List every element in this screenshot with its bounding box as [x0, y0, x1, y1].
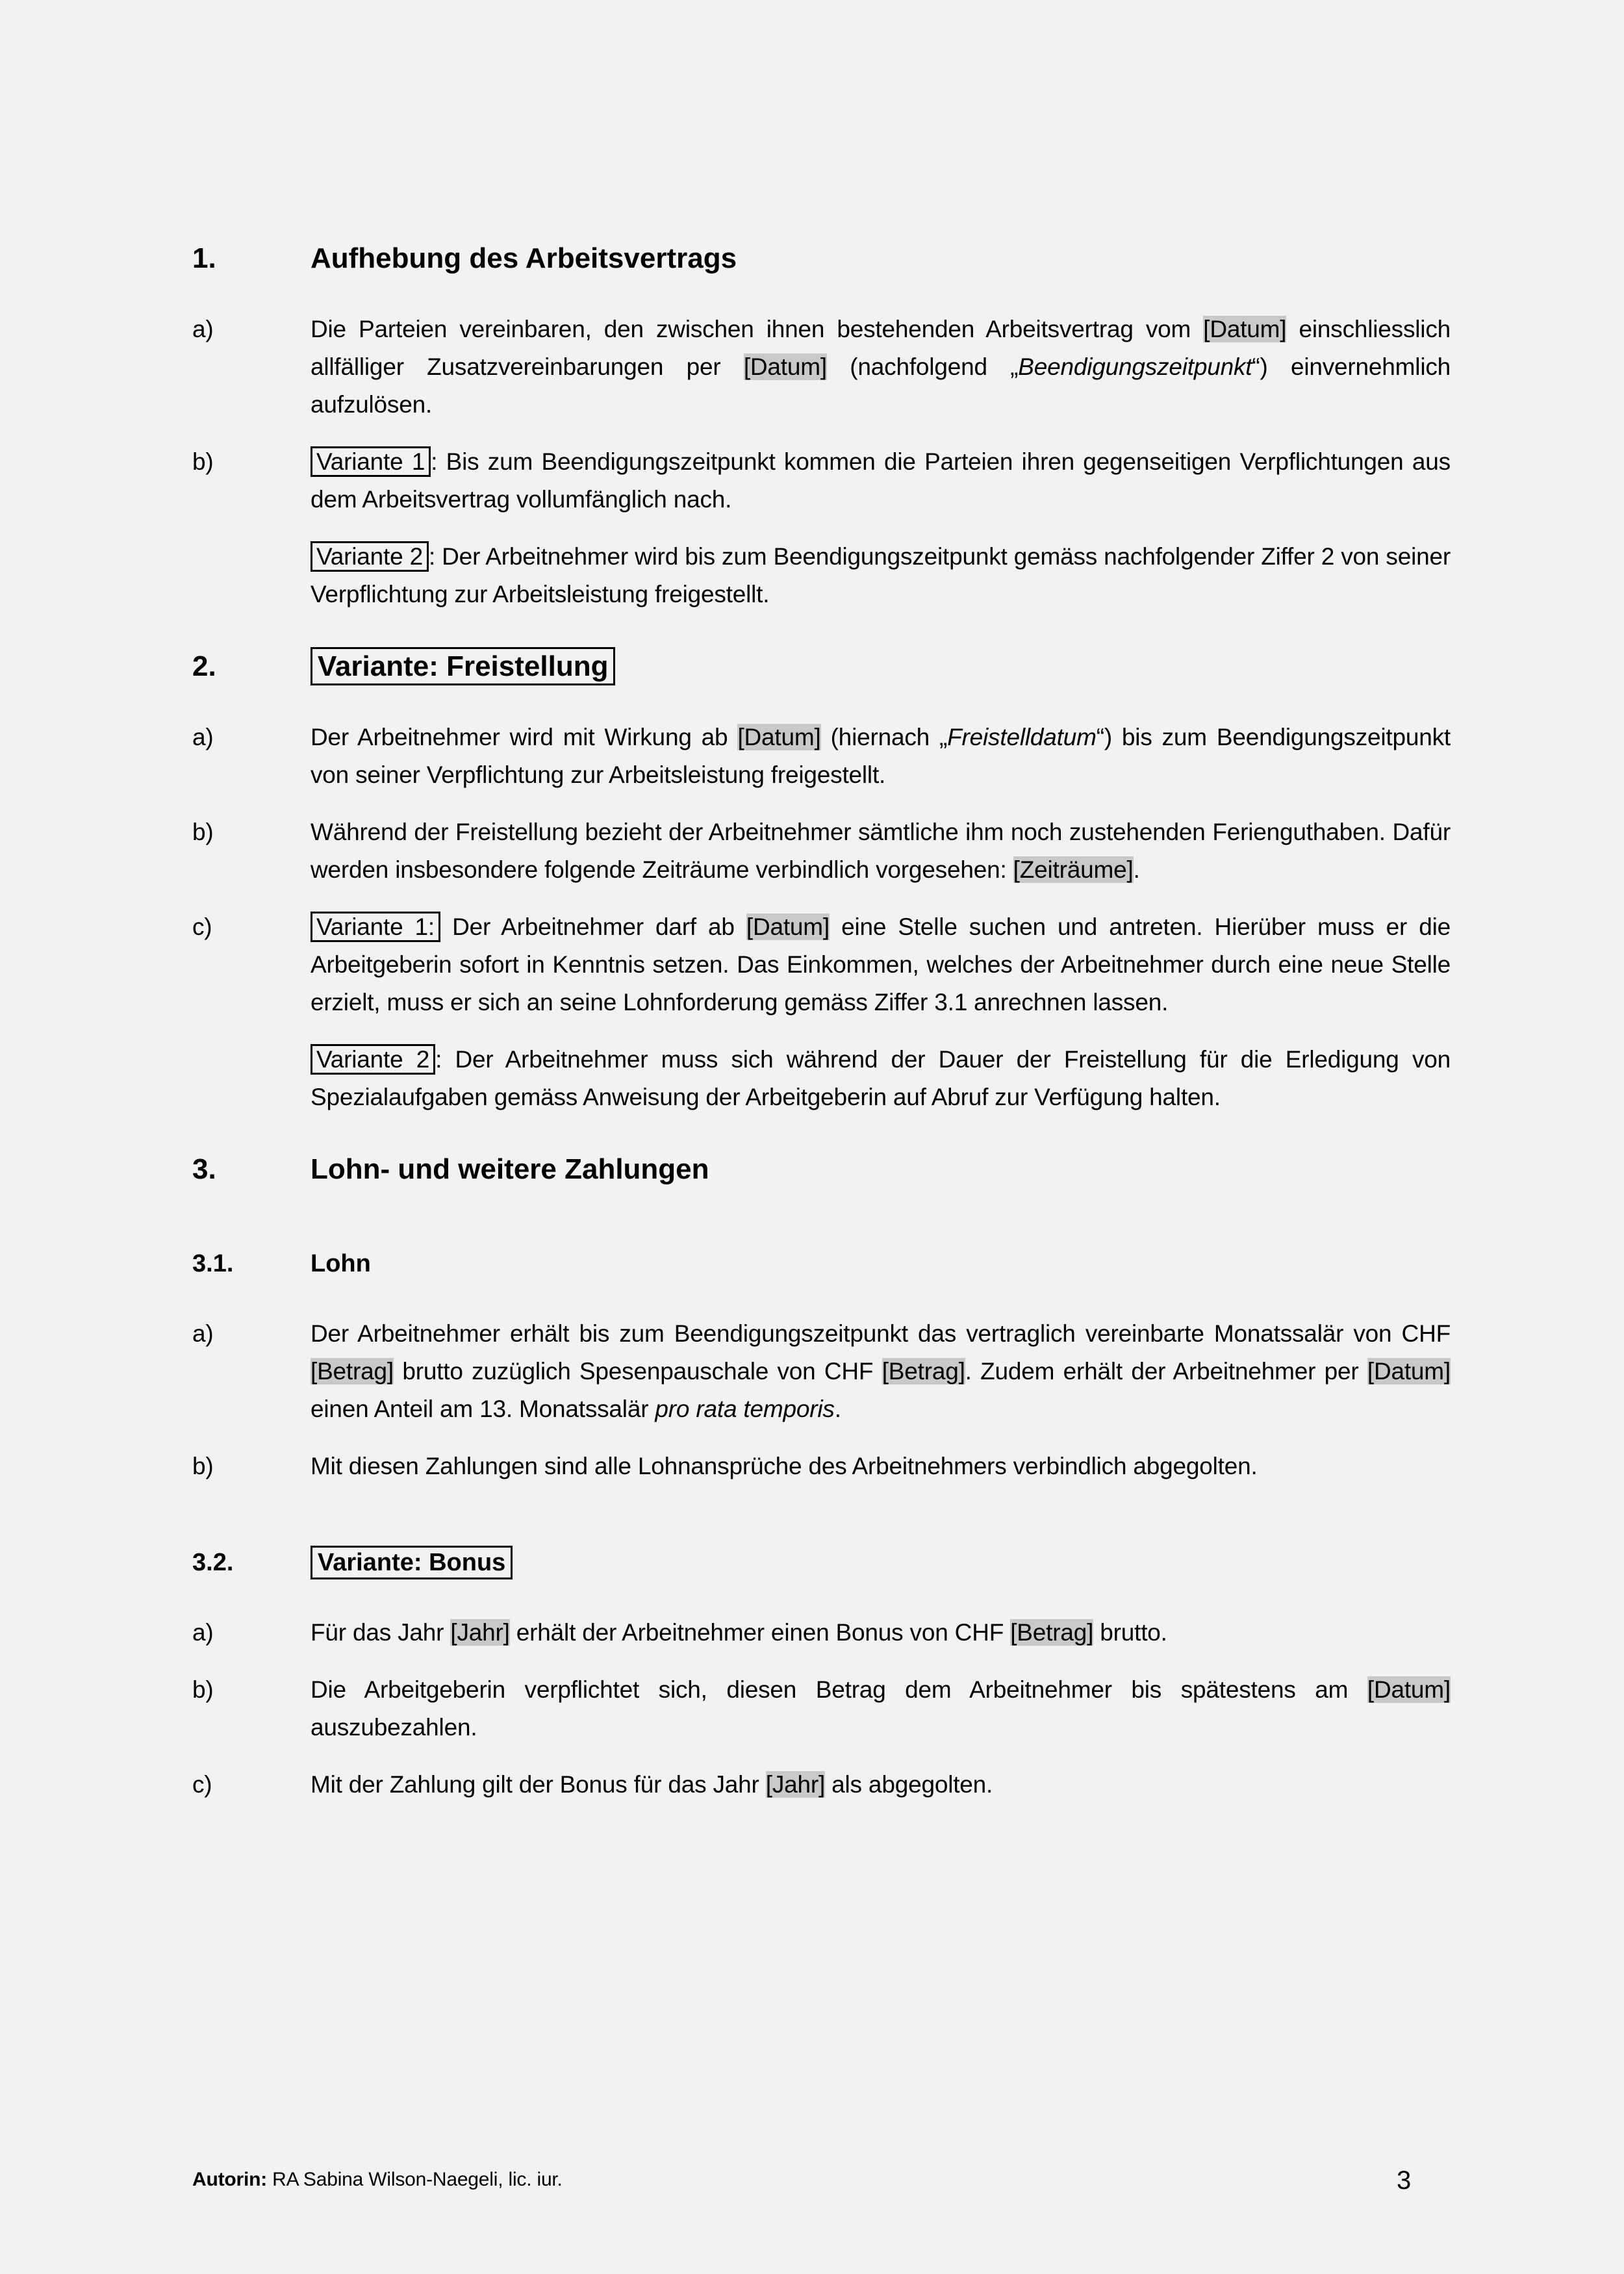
text-run: Lohn- und weitere Zahlungen	[311, 1153, 709, 1185]
placeholder-field: [Datum]	[1367, 1358, 1451, 1385]
paragraph	[192, 908, 1451, 1021]
text-run: auszubezahlen.	[311, 1714, 477, 1741]
text-run: Beendigungszeitpunkt	[1018, 353, 1252, 380]
text-run: : Der Arbeitnehmer wird bis zum Beendigungszeitpunkt gemäss nachfolgender Ziffer 2 von seiner Verpflichtung zur Arbeitsleistung freigestellt.	[311, 543, 1451, 607]
text-run: eine Stelle suchen und antreten. Hierüber muss er die Arbeitgeberin sofort in Kenntnis setzen. Das Einkommen, welches der Arbeitnehmer durch eine neue Stelle erzielt, muss er sich an seine Lohnforderung gemäss Ziffer 3.1 anrechnen lassen.	[311, 913, 1451, 1016]
text-run: Der Arbeitnehmer erhält bis zum Beendigungszeitpunkt das vertraglich vereinbarte Monatssalär von CHF	[311, 1320, 1451, 1347]
paragraph	[192, 538, 1451, 613]
paragraph-label: b)	[192, 819, 214, 845]
section-number: 2.	[192, 650, 216, 682]
text-content	[311, 1041, 1451, 1116]
text-run: (hiernach „	[820, 724, 948, 750]
placeholder-field: [Zeiträume]	[1013, 856, 1134, 883]
text-content	[311, 1671, 1451, 1746]
variante-box: Variante 1	[311, 446, 431, 477]
text-run: Die Arbeitgeberin verpflichtet sich, diesen Betrag dem Arbeitnehmer bis spätestens am	[311, 1676, 1367, 1703]
section-heading	[192, 1153, 1451, 1186]
text-run: “) einvernehmlich aufzulösen.	[311, 353, 1451, 418]
text-content	[311, 1548, 1451, 1578]
section-heading	[192, 1249, 1451, 1279]
text-content	[311, 1766, 1451, 1804]
paragraph-label: a)	[192, 316, 214, 342]
variante-box: Variante 1:	[311, 912, 440, 942]
section-heading	[192, 650, 1451, 683]
text-content	[311, 538, 1451, 613]
text-run: .	[834, 1396, 841, 1422]
section-heading	[192, 1548, 1451, 1578]
placeholder-field: [Datum]	[737, 724, 821, 750]
text-content	[311, 813, 1451, 889]
text-run: brutto.	[1093, 1619, 1167, 1646]
placeholder-field: [Betrag]	[1010, 1619, 1094, 1646]
section-heading	[192, 242, 1451, 275]
text-run: Während der Freistellung bezieht der Arbeitnehmer sämtliche ihm noch zustehenden Ferienguthaben. Dafür werden insbesondere folgende Zeiträume verbindlich vorgesehen:	[311, 819, 1451, 883]
text-run: Freistelldatum	[947, 724, 1097, 750]
text-run: erhält der Arbeitnehmer einen Bonus von CHF	[509, 1619, 1011, 1646]
paragraph	[192, 1315, 1451, 1428]
text-content	[311, 1448, 1451, 1485]
text-content	[311, 443, 1451, 518]
text-run: Die Parteien vereinbaren, den zwischen ihnen bestehenden Arbeitsvertrag vom	[311, 316, 1204, 342]
section-number: 3.2.	[192, 1549, 234, 1576]
placeholder-field: [Datum]	[1367, 1676, 1451, 1703]
text-content	[311, 1315, 1451, 1428]
text-content	[311, 719, 1451, 794]
text-run: : Bis zum Beendigungszeitpunkt kommen die Parteien ihren gegenseitigen Verpflichtungen aus dem Arbeitsvertrag vollumfänglich nach.	[311, 448, 1451, 513]
placeholder-field: [Datum]	[1203, 316, 1287, 342]
section-number: 3.1.	[192, 1250, 234, 1277]
text-content	[311, 1249, 1451, 1279]
variante-box: Variante: Bonus	[311, 1546, 513, 1579]
text-content	[311, 650, 1451, 683]
text-run: pro rata temporis	[655, 1396, 835, 1422]
footer-author-label: Autorin:	[192, 2169, 268, 2190]
text-run: (nachfolgend „	[826, 353, 1019, 380]
text-content	[311, 311, 1451, 424]
text-run: einen Anteil am 13. Monatssalär	[311, 1396, 655, 1422]
text-run: .	[1133, 856, 1140, 883]
text-run: . Zudem erhält der Arbeitnehmer per	[965, 1358, 1367, 1385]
text-run: “) bis zum Beendigungszeitpunkt von seiner Verpflichtung zur Arbeitsleistung freigestellt.	[311, 724, 1451, 788]
text-run: Aufhebung des Arbeitsvertrags	[311, 242, 737, 274]
text-run: Mit diesen Zahlungen sind alle Lohnansprüche des Arbeitnehmers verbindlich abgegolten.	[311, 1453, 1258, 1479]
paragraph	[192, 1766, 1451, 1804]
text-run: Für das Jahr	[311, 1619, 451, 1646]
paragraph	[192, 1448, 1451, 1485]
placeholder-field: [Jahr]	[765, 1771, 826, 1798]
text-run: Der Arbeitnehmer darf ab	[440, 913, 746, 940]
document-body	[192, 242, 1451, 1823]
variante-box: Variante 2	[311, 541, 429, 572]
paragraph-label: a)	[192, 1320, 214, 1347]
text-run: brutto zuzüglich Spesenpauschale von CHF	[393, 1358, 882, 1385]
paragraph-label: a)	[192, 724, 214, 750]
variante-box: Variante: Freistellung	[311, 647, 615, 685]
text-content	[311, 908, 1451, 1021]
paragraph-label: b)	[192, 1453, 214, 1479]
text-content	[311, 1153, 1451, 1186]
paragraph	[192, 1671, 1451, 1746]
paragraph	[192, 311, 1451, 424]
section-number: 1.	[192, 242, 216, 274]
text-run: Lohn	[311, 1250, 371, 1277]
placeholder-field: [Datum]	[746, 913, 830, 940]
page-number: 3	[1397, 2166, 1412, 2195]
paragraph	[192, 1041, 1451, 1116]
paragraph	[192, 719, 1451, 794]
text-run: Mit der Zahlung gilt der Bonus für das Jahr	[311, 1771, 766, 1798]
text-run: einschliesslich allfälliger Zusatzvereinbarungen per	[311, 316, 1451, 380]
paragraph-label: b)	[192, 1676, 214, 1703]
placeholder-field: [Datum]	[743, 353, 827, 380]
placeholder-field: [Betrag]	[882, 1358, 965, 1385]
paragraph-label: c)	[192, 1771, 212, 1798]
paragraph	[192, 443, 1451, 518]
footer-author	[192, 2169, 563, 2191]
paragraph-label: b)	[192, 448, 214, 475]
text-run: : Der Arbeitnehmer muss sich während der Dauer der Freistellung für die Erledigung von Spezialaufgaben gemäss Anweisung der Arbeitgeberin auf Abruf zur Verfügung halten.	[311, 1046, 1451, 1110]
paragraph	[192, 1614, 1451, 1652]
section-number: 3.	[192, 1153, 216, 1185]
text-run: Der Arbeitnehmer wird mit Wirkung ab	[311, 724, 738, 750]
placeholder-field: [Jahr]	[450, 1619, 510, 1646]
placeholder-field: [Betrag]	[311, 1358, 394, 1385]
text-content	[311, 1614, 1451, 1652]
text-run: als abgegolten.	[825, 1771, 993, 1798]
paragraph-label: a)	[192, 1619, 214, 1646]
text-content	[311, 242, 1451, 275]
paragraph-label: c)	[192, 913, 212, 940]
paragraph	[192, 813, 1451, 889]
variante-box: Variante 2	[311, 1044, 435, 1075]
footer-author-name: RA Sabina Wilson-Naegeli, lic. iur.	[267, 2169, 563, 2190]
